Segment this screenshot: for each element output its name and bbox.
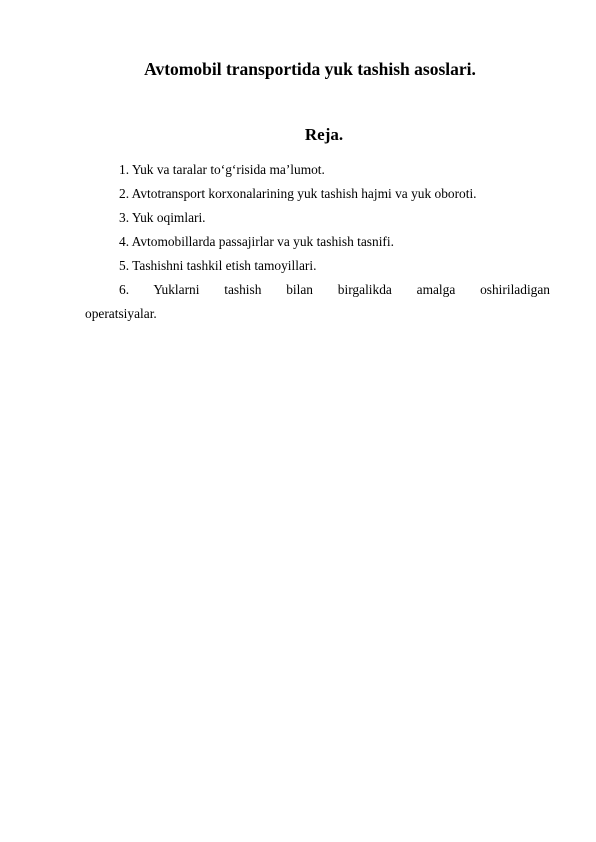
plan-item-6: 6. Yuklarni tashish bilan birgalikda amalga oshiriladigan operatsiyalar.	[85, 282, 550, 321]
plan-item-1: 1. Yuk va taralar to‘g‘risida ma’lumot.	[119, 162, 325, 177]
plan-item-3: 3. Yuk oqimlari.	[119, 210, 206, 225]
document-title: Avtomobil transportida yuk tashish asoslari.	[144, 59, 476, 79]
plan-item-5: 5. Tashishni tashkil etish tamoyillari.	[119, 258, 317, 273]
plan-item-2: 2. Avtotransport korxonalarining yuk tashish hajmi va yuk oboroti.	[119, 186, 477, 201]
plan-list	[85, 158, 550, 326]
plan-heading: Reja.	[304, 125, 344, 144]
plan-item-4: 4. Avtomobillarda passajirlar va yuk tashish tasnifi.	[119, 234, 394, 249]
